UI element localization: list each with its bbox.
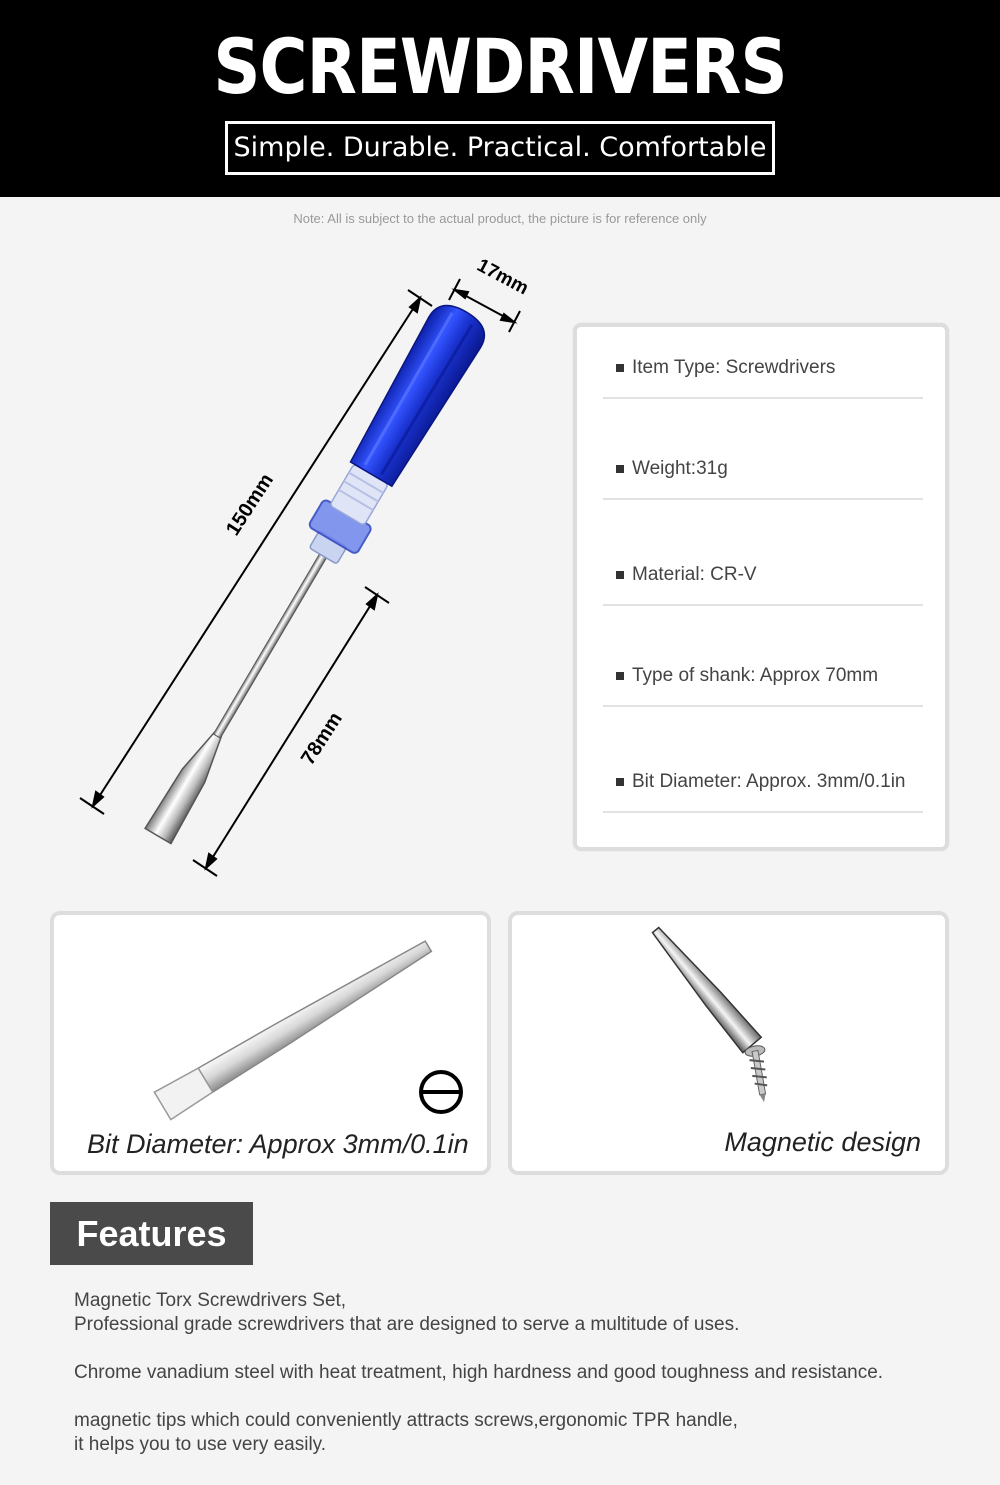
disclaimer-note: Note: All is subject to the actual product, the picture is for reference only	[293, 211, 707, 226]
bit-caption: Bit Diameter: Approx 3mm/0.1in	[87, 1129, 469, 1159]
features-text	[74, 1289, 954, 1481]
spec-item-bit-diameter: Bit Diameter: Approx. 3mm/0.1in	[603, 753, 923, 813]
spec-item-type: Item Type: Screwdrivers	[603, 339, 923, 399]
tagline: Simple. Durable. Practical. Comfortable	[225, 121, 775, 175]
length-dimension	[80, 290, 432, 814]
feature-paragraph: Chrome vanadium steel with heat treatment, high hardness and good toughness and resistance.	[74, 1362, 884, 1383]
square-bullet-icon	[616, 364, 624, 372]
features-heading: Features	[50, 1202, 253, 1265]
page-title: SCREWDRIVERS	[213, 22, 787, 111]
feature-paragraph: Magnetic Torx Screwdrivers Set, Professional grade screwdrivers that are designed to serve a multitude of uses.	[74, 1290, 740, 1335]
magnetic-detail-card	[508, 911, 949, 1175]
square-bullet-icon	[616, 778, 624, 786]
square-bullet-icon	[616, 672, 624, 680]
shank-label: 78mm	[296, 708, 347, 769]
spec-card	[573, 323, 949, 851]
width-label: 17mm	[473, 254, 532, 300]
spec-item-shank: Type of shank: Approx 70mm	[603, 647, 923, 707]
header-banner	[0, 0, 1000, 197]
magnetic-caption: Magnetic design	[724, 1127, 921, 1157]
slotted-head-icon	[417, 1068, 465, 1116]
square-bullet-icon	[616, 571, 624, 579]
square-bullet-icon	[616, 465, 624, 473]
spec-item-weight: Weight:31g	[603, 440, 923, 500]
feature-paragraph: magnetic tips which could conveniently attracts screws,ergonomic TPR handle, it helps you to use very easily.	[74, 1410, 738, 1455]
screwdriver-dimension-diagram	[60, 240, 570, 900]
bit-detail-card	[50, 911, 491, 1175]
spec-item-material: Material: CR-V	[603, 546, 923, 606]
screw-icon	[744, 1044, 774, 1104]
length-label: 150mm	[221, 469, 278, 540]
